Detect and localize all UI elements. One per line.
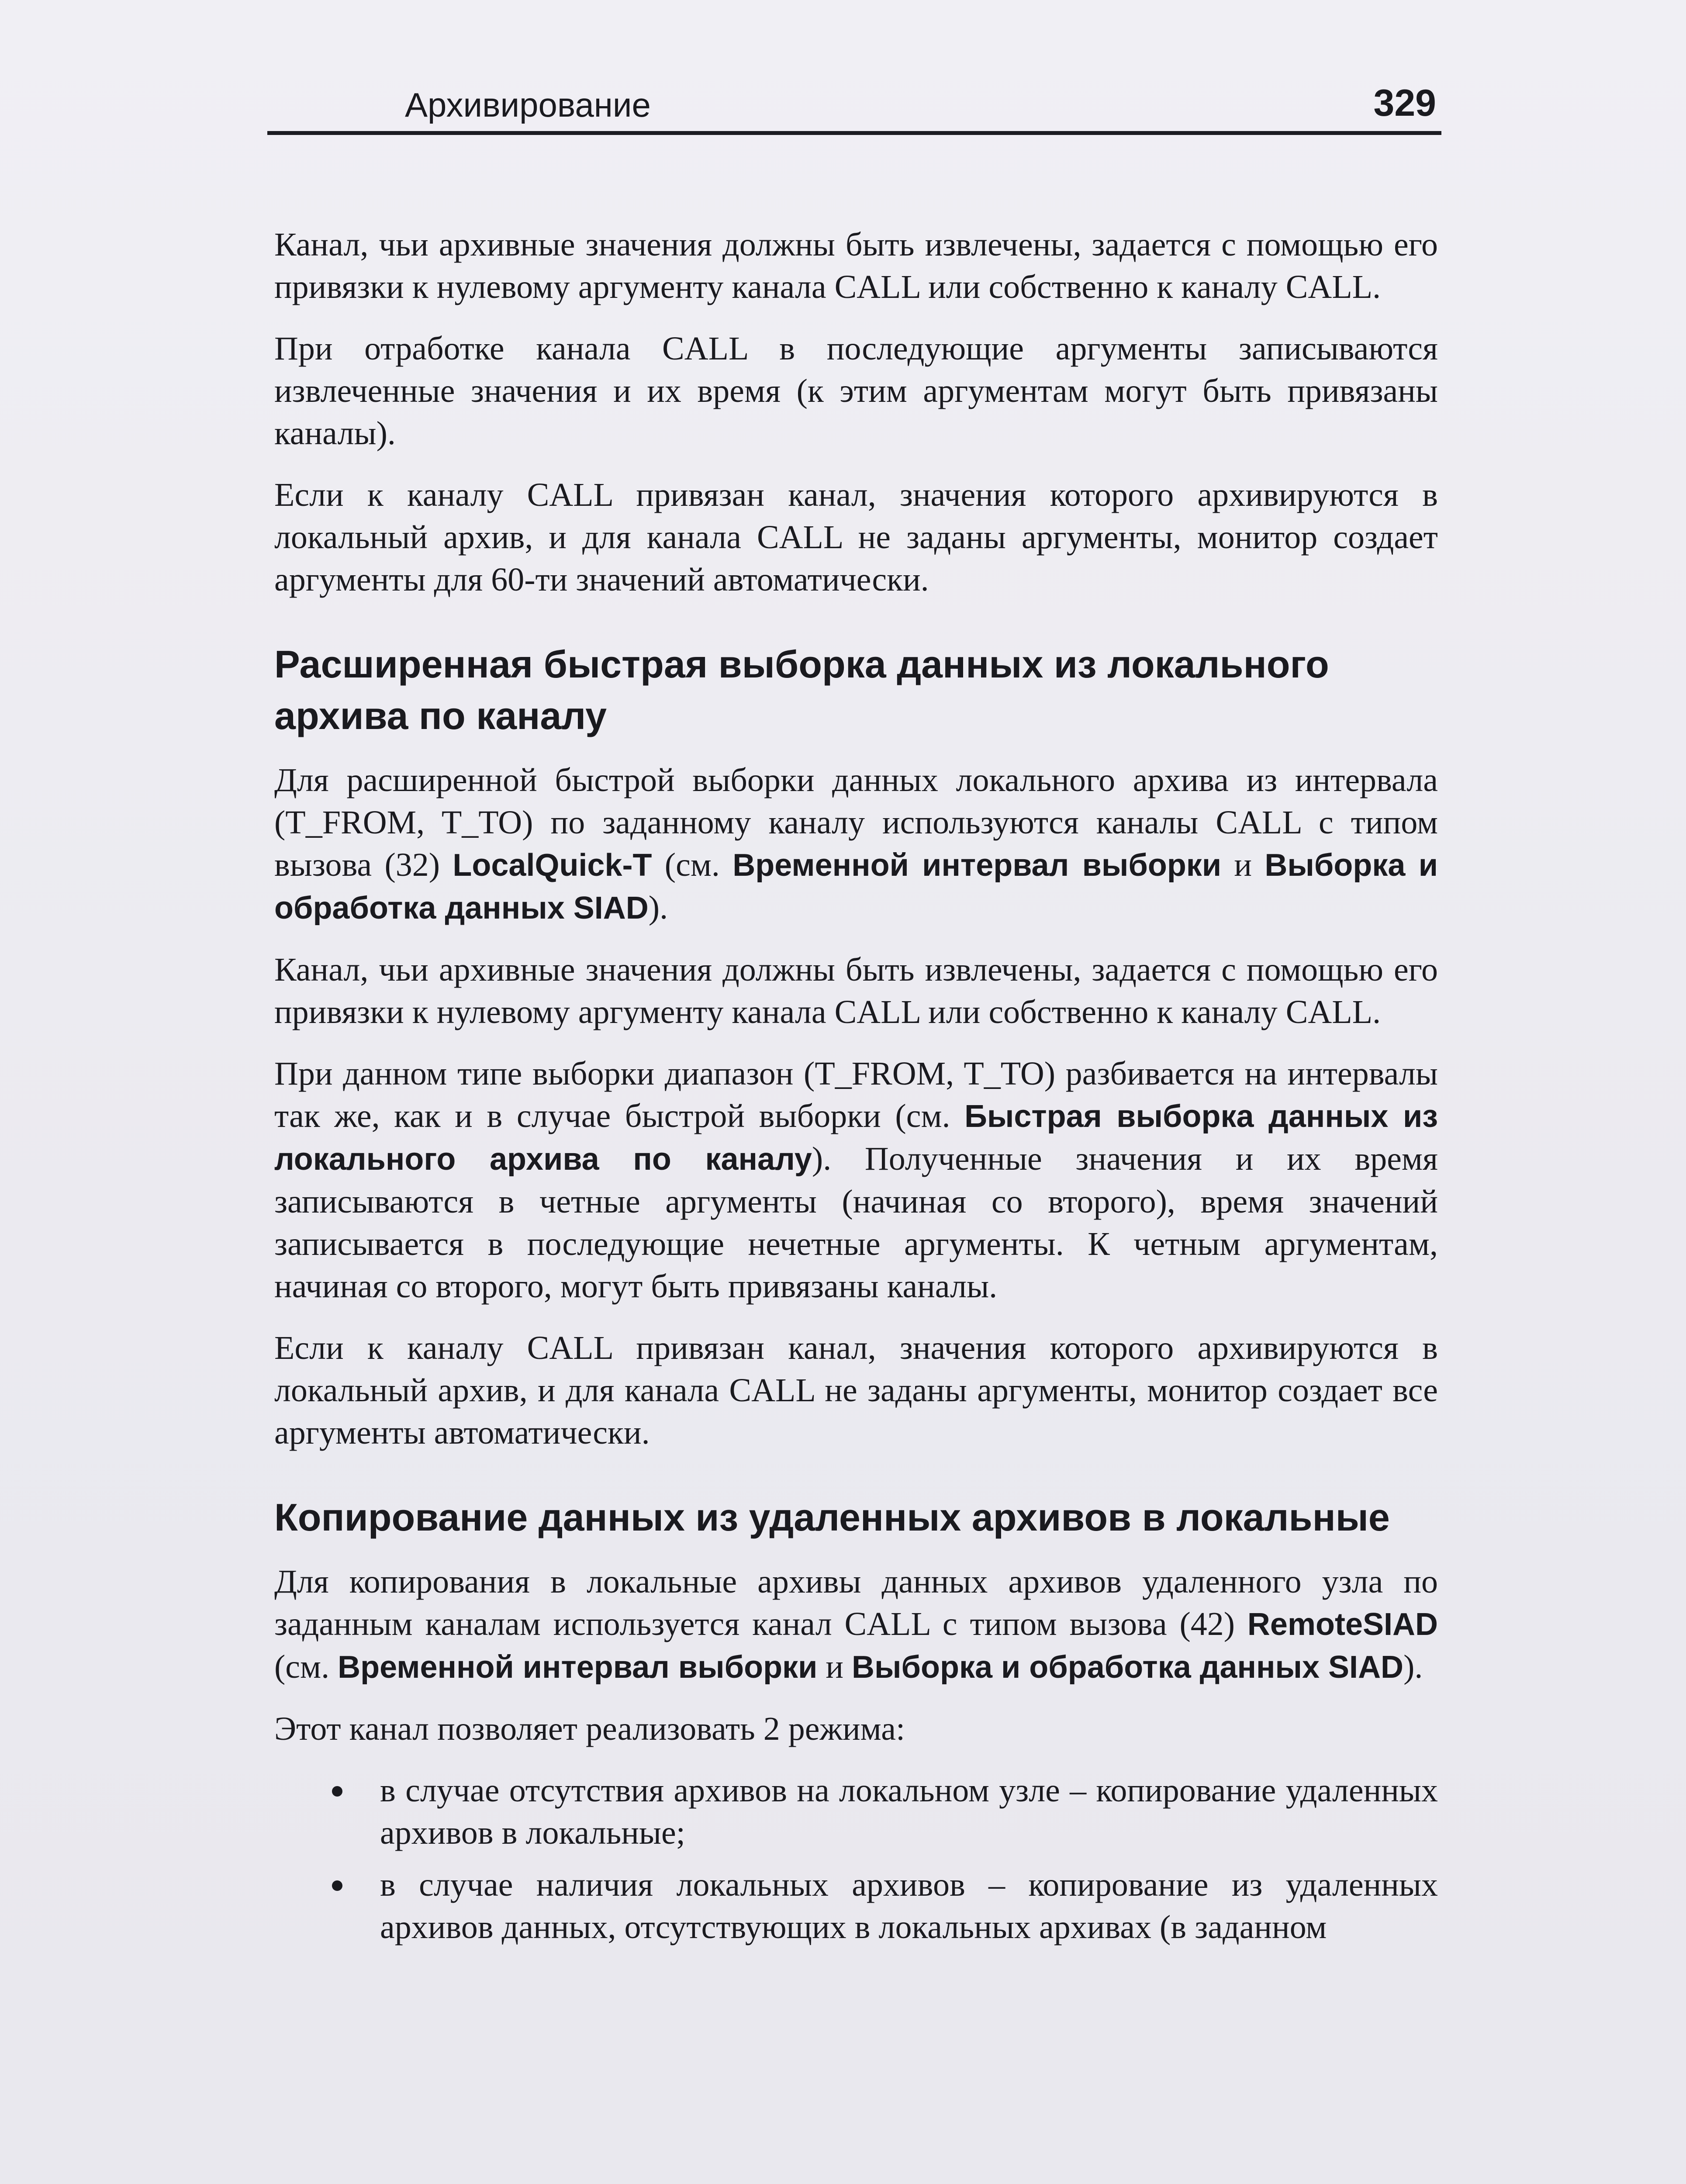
text-run: Для расширенной быстрой выборки данных локального архива из интервала (T_FROM, T_TO) по заданному каналу используются каналы CALL с типом вызова (32) xyxy=(274,762,1438,883)
text-run: Для копирования в локальные архивы данных архивов удаленного узла по заданным каналам используется канал CALL с типом вызова (42) xyxy=(274,1563,1438,1642)
text-run: ). Полученные значения и их время записываются в четные аргументы (начиная со второго), время значений записывается в последующие нечетные аргументы. К четным аргументам, начиная со второго, могут быть привязаны каналы. xyxy=(274,1140,1438,1305)
text-run: При данном типе выборки диапазон (T_FROM, T_TO) разбивается на интервалы так же, как и в случае быстрой выборки (см. xyxy=(274,1055,1438,1134)
list-item-text: в случае наличия локальных архивов – копирование из удаленных архивов данных, отсутствующих в локальных архивах (в заданном xyxy=(380,1866,1438,1946)
list-item-text: в случае отсутствия архивов на локальном узле – копирование удаленных архивов в локальные; xyxy=(380,1772,1438,1851)
section-heading: Копирование данных из удаленных архивов в локальные xyxy=(274,1496,1390,1539)
body-text xyxy=(274,224,1438,1958)
section-heading: Расширенная быстрая выборка данных из локального архива по каналу xyxy=(274,643,1329,737)
bullet-icon xyxy=(332,1786,342,1797)
paragraph: Канал, чьи архивные значения должны быть извлечены, задается с помощью его привязки к нулевому аргументу канала CALL или собственно к каналу CALL. xyxy=(274,951,1438,1030)
paragraph xyxy=(274,1053,1438,1308)
text-run: ). xyxy=(1403,1648,1423,1685)
text-run: и xyxy=(817,1648,852,1685)
call-type-ref: LocalQuick-T xyxy=(453,848,652,883)
call-type-ref: RemoteSIAD xyxy=(1247,1607,1438,1642)
paragraph: Если к каналу CALL привязан канал, значения которого архивируются в локальный архив, и для канала CALL не заданы аргументы, монитор создает аргументы для 60-ти значений автоматически. xyxy=(274,477,1438,598)
paragraph: Если к каналу CALL привязан канал, значения которого архивируются в локальный архив, и для канала CALL не заданы аргументы, монитор создает все аргументы автоматически. xyxy=(274,1330,1438,1451)
text-run: (см. xyxy=(274,1648,338,1685)
list-item xyxy=(274,1864,1438,1949)
page-number: 329 xyxy=(1373,82,1436,124)
paragraph xyxy=(274,1561,1438,1689)
section-title: Архивирование xyxy=(405,86,651,124)
cross-reference: Быстрая выборка данных из локального архива по каналу xyxy=(274,1099,1438,1177)
paragraph: Этот канал позволяет реализовать 2 режима: xyxy=(274,1711,905,1747)
cross-reference: Временной интервал выборки xyxy=(732,848,1222,883)
bullet-icon xyxy=(332,1880,342,1891)
cross-reference: Выборка и обработка данных SIAD xyxy=(274,848,1438,926)
text-run: (см. xyxy=(652,847,733,883)
bullet-list xyxy=(274,1769,1438,1949)
text-run: ). xyxy=(648,889,668,926)
paragraph: Канал, чьи архивные значения должны быть извлечены, задается с помощью его привязки к нулевому аргументу канала CALL или собственно к каналу CALL. xyxy=(274,226,1438,305)
paragraph: При отработке канала CALL в последующие аргументы записываются извлеченные значения и их время (к этим аргументам могут быть привязаны каналы). xyxy=(274,330,1438,452)
cross-reference: Выборка и обработка данных SIAD xyxy=(852,1650,1404,1685)
running-header xyxy=(267,74,1441,135)
cross-reference: Временной интервал выборки xyxy=(338,1650,818,1685)
text-run: и xyxy=(1221,847,1265,883)
paragraph xyxy=(274,759,1438,930)
list-item xyxy=(274,1769,1438,1854)
